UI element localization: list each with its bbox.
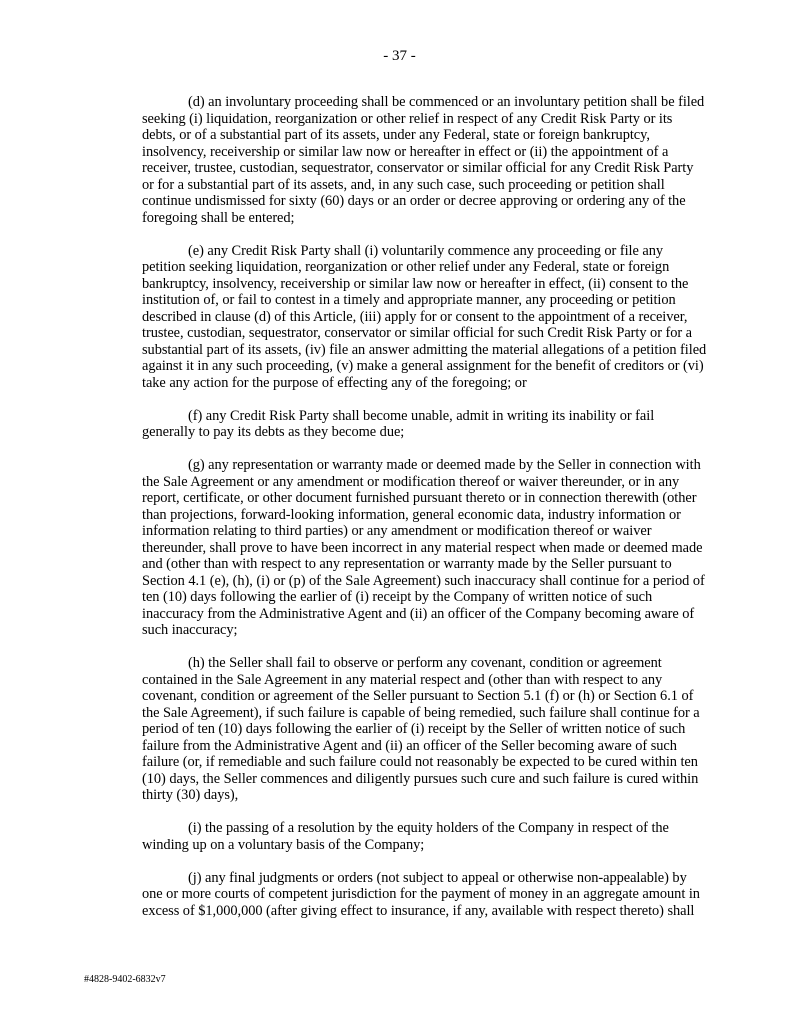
clause-j-paragraph: (j) any final judgments or orders (not subject to appeal or otherwise non-appealable) by one or more courts of competent jurisdiction for the payment of money in an aggregate amount in excess of $1,000,000 (after giving effect to insurance, if any, available with respect thereto) shall <box>142 869 700 919</box>
clause-d-paragraph: (d) an involuntary proceeding shall be commenced or an involuntary petition shall be filed seeking (i) liquidation, reorganization or other relief in respect of any Credit Risk Party or its debts, or of a substantial part of its assets, under any Federal, state or foreign bankruptcy, insolvency, receivership or similar law now or hereafter in effect or (ii) the appointment of a receiver, trustee, custodian, sequestrator, conservator or similar official for any Credit Risk Party or for a substantial part of its assets, and, in any such case, such proceeding or petition shall continue undismissed for sixty (60) days or an order or decree approving or ordering any of the foregoing shall be entered; <box>142 94 705 226</box>
clause-i-paragraph: (i) the passing of a resolution by the equity holders of the Company in respect of the winding up on a voluntary basis of the Company; <box>142 820 669 853</box>
page-number: - 37 - <box>383 48 416 64</box>
clause-h-paragraph: (h) the Seller shall fail to observe or perform any covenant, condition or agreement contained in the Sale Agreement in any material respect and (other than with respect to any covenant, condition or agreement of the Seller pursuant to Section 5.1 (f) or (h) or Section 6.1 of the Sale Agreement), if such failure is capable of being remedied, such failure shall continue for a period of ten (10) days following the earlier of (i) receipt by the Seller of written notice of such failure from the Administrative Agent and (ii) an officer of the Seller becoming aware of such failure (or, if remediable and such failure could not reasonably be expected to be cured within ten (10) days, the Seller commences and diligently pursues such cure and such failure is cured within thirty (30) days), <box>142 655 700 803</box>
clause-g-paragraph: (g) any representation or warranty made or deemed made by the Seller in connection with the Sale Agreement or any amendment or modification thereof or waiver thereunder, or in any report, certificate, or other document furnished pursuant thereto or in connection therewith (other than projections, forward-looking information, general economic data, industry information or information relating to third parties) or any amendment or modification thereof or waiver thereunder, shall prove to have been incorrect in any material respect when made or deemed made and (other than with respect to any representation or warranty made by the Seller pursuant to Section 4.1 (e), (h), (i) or (p) of the Sale Agreement) such inaccuracy shall continue for a period of ten (10) days following the earlier of (i) receipt by the Company of written notice of such inaccuracy from the Administrative Agent and (ii) an officer of the Company becoming aware of such inaccuracy; <box>142 457 705 638</box>
document-body <box>142 94 708 936</box>
clause-f-paragraph: (f) any Credit Risk Party shall become unable, admit in writing its inability or fail generally to pay its debts as they become due; <box>142 407 655 440</box>
clause-e-paragraph: (e) any Credit Risk Party shall (i) voluntarily commence any proceeding or file any petition seeking liquidation, reorganization or other relief under any Federal, state or foreign bankruptcy, insolvency, receivership or similar law now or hereafter in effect, (ii) consent to the institution of, or fail to contest in a timely and appropriate manner, any proceeding or petition described in clause (d) of this Article, (iii) apply for or consent to the appointment of a receiver, trustee, custodian, sequestrator, conservator or similar official for such Credit Risk Party or for a substantial part of its assets, (iv) file an answer admitting the material allegations of a petition filed against it in any such proceeding, (v) make a general assignment for the benefit of creditors or (vi) take any action for the purpose of effecting any of the foregoing; or <box>142 242 707 391</box>
document-id-footer: #4828-9402-6832v7 <box>84 974 166 985</box>
